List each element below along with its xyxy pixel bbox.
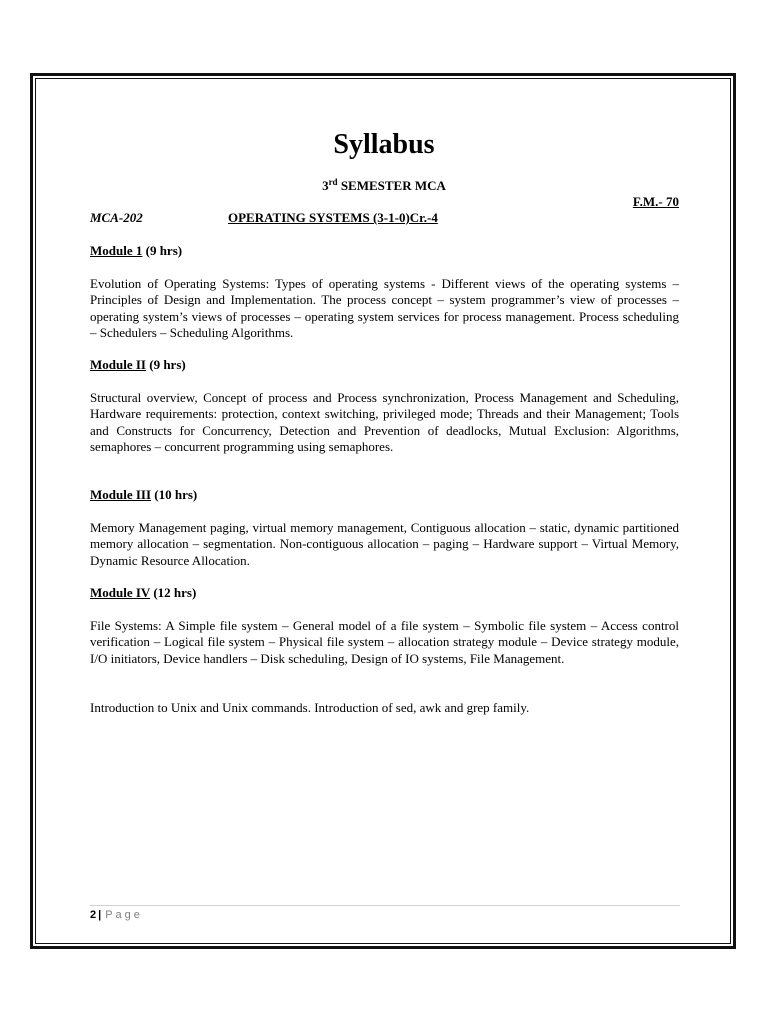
module-name: Module IV	[90, 585, 151, 600]
module-name: Module II	[90, 357, 146, 372]
full-marks: F.M.- 70	[632, 194, 679, 209]
page-border-inner	[35, 78, 731, 944]
module-hours: (10 hrs)	[151, 487, 198, 502]
module-name: Module 1	[90, 243, 143, 258]
course-title: OPERATING SYSTEMS (3-1-0)Cr.-4	[228, 210, 438, 225]
semester-ordinal: 3	[322, 178, 329, 193]
module-heading	[90, 486, 197, 504]
module-hours: (9 hrs)	[142, 243, 183, 258]
module-description: Structural overview, Concept of process and Process synchronization, Process Management and Scheduling, Hardware requirements: protection, context switching, privileged mode; Threads and their Management; Tools and Constructs for Concurrency, Detection and Prevention of deadlocks, Mutual Exclusion: Algorithms, semaphores – concurrent programming using semaphores.	[90, 390, 679, 455]
module-hours: (12 hrs)	[150, 585, 197, 600]
page-number: 2	[90, 909, 97, 921]
module-hours: (9 hrs)	[145, 357, 186, 372]
module-heading	[90, 356, 186, 374]
page-footer	[90, 907, 143, 923]
course-code: MCA-202	[90, 210, 143, 225]
module-description: Evolution of Operating Systems: Types of operating systems - Different views of the operating systems – Principles of Design and Implementation. The process concept – system programmer’s view of processes – operating system’s views of processes – operating system services for process management. Process scheduling – Schedulers – Scheduling Algorithms.	[90, 276, 679, 341]
semester-label: SEMESTER MCA	[337, 178, 446, 193]
module-heading	[90, 242, 182, 260]
closing-paragraph: Introduction to Unix and Unix commands. Introduction of sed, awk and grep family.	[90, 700, 530, 715]
page-title: Syllabus	[333, 129, 435, 160]
module-heading	[90, 584, 196, 602]
semester-ordinal-suffix: rd	[328, 177, 338, 187]
module-description: File Systems: A Simple file system – General model of a file system – Symbolic file system – Access control verification – Logical file system – Physical file system – allocation strategy module – Device strategy module, I/O initiators, Device handlers – Disk scheduling, Design of IO systems, File Management.	[90, 618, 679, 666]
footer-separator: |	[98, 909, 102, 921]
footer-divider	[90, 905, 680, 906]
module-name: Module III	[90, 487, 152, 502]
page-label: Page	[105, 909, 143, 921]
module-description: Memory Management paging, virtual memory management, Contiguous allocation – static, dynamic partitioned memory allocation – segmentation. Non-contiguous allocation – paging – Hardware support – Virtual Memory, Dynamic Resource Allocation.	[90, 520, 679, 568]
